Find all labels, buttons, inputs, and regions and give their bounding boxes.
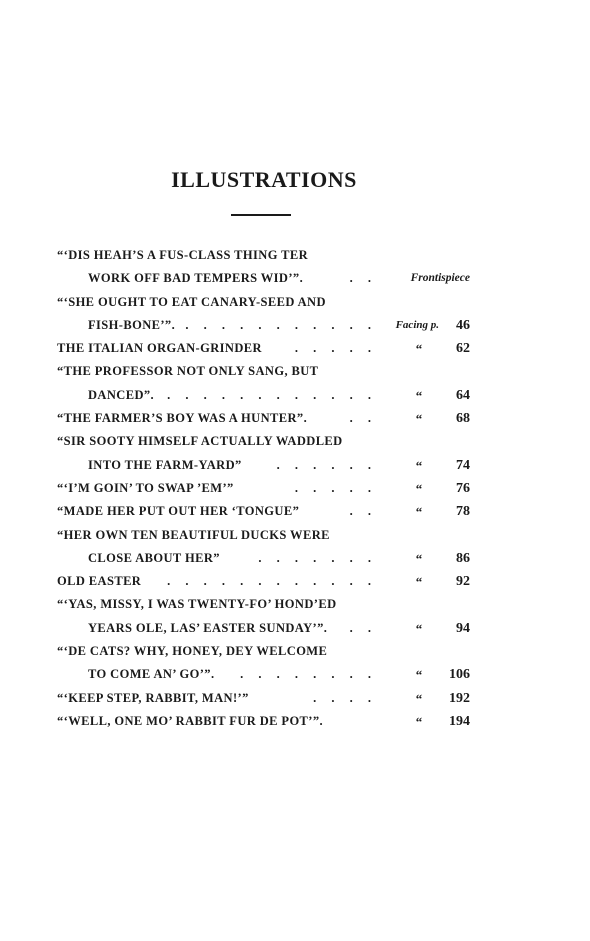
- page-number: 192: [449, 690, 470, 706]
- ditto-mark: “: [415, 341, 423, 357]
- list-item: [57, 430, 497, 453]
- page-number: 94: [456, 620, 470, 636]
- list-item: [57, 291, 497, 314]
- list-item: [57, 593, 497, 616]
- entry-caption: “‘DE CATS? WHY, HONEY, DEY WELCOME: [57, 644, 328, 659]
- frontispiece-label: Frontispiece: [410, 272, 470, 285]
- entry-caption: CLOSE ABOUT HER”: [88, 550, 220, 565]
- page-number: 64: [456, 387, 470, 403]
- ditto-mark: “: [415, 457, 423, 473]
- ditto-mark: “: [415, 504, 423, 520]
- dot-leader: . . . .: [313, 690, 377, 705]
- entry-caption: “MADE HER PUT OUT HER ‘TONGUE”: [57, 504, 300, 519]
- entry-caption: “HER OWN TEN BEAUTIFUL DUCKS WERE: [57, 527, 330, 542]
- list-item: [57, 617, 497, 640]
- dot-leader: . . . . . . . .: [240, 667, 377, 682]
- ditto-mark: “: [415, 550, 423, 566]
- dot-leader: . . . . .: [294, 341, 377, 356]
- ditto-mark: “: [415, 574, 423, 590]
- dot-leader: . . . . . . . . . . . .: [167, 387, 377, 402]
- page-number: 62: [456, 341, 470, 357]
- list-item: [57, 710, 497, 733]
- list-item: [57, 407, 497, 430]
- page-number: 76: [456, 480, 470, 496]
- ditto-mark: “: [415, 620, 423, 636]
- entry-caption: “‘YAS, MISSY, I WAS TWENTY-FO’ HOND’ED: [57, 597, 337, 612]
- dot-leader: . .: [349, 411, 377, 426]
- facing-page-label: Facing p.: [395, 318, 439, 331]
- entry-caption: OLD EASTER: [57, 574, 142, 589]
- entry-caption: TO COME AN’ GO’”.: [88, 667, 215, 682]
- entry-caption: “THE PROFESSOR NOT ONLY SANG, BUT: [57, 364, 319, 379]
- list-item: [57, 360, 497, 383]
- entry-caption: “‘SHE OUGHT TO EAT CANARY-SEED AND: [57, 294, 326, 309]
- page-number: 194: [449, 713, 470, 729]
- entry-caption: “‘I’M GOIN’ TO SWAP ’EM’”: [57, 480, 234, 495]
- page-number: 106: [449, 667, 470, 683]
- list-item: [57, 687, 497, 710]
- list-item: [57, 314, 497, 337]
- entry-caption: “SIR SOOTY HIMSELF ACTUALLY WADDLED: [57, 434, 343, 449]
- page-number: 46: [456, 317, 470, 333]
- entry-caption: “THE FARMER’S BOY WAS A HUNTER”.: [57, 411, 308, 426]
- entry-caption: “‘KEEP STEP, RABBIT, MAN!’”: [57, 690, 249, 705]
- dot-leader: . .: [349, 620, 377, 635]
- dot-leader: . . . . . . . . . . . .: [167, 574, 377, 589]
- page-number: 78: [456, 504, 470, 520]
- entry-caption: THE ITALIAN ORGAN-GRINDER: [57, 341, 262, 356]
- dot-leader: . .: [349, 504, 377, 519]
- list-item: [57, 547, 497, 570]
- list-item: [57, 454, 497, 477]
- dot-leader: . . . . .: [294, 480, 377, 495]
- list-item: [57, 337, 497, 360]
- entry-caption: YEARS OLE, LAS’ EASTER SUNDAY’”.: [88, 620, 328, 635]
- ditto-mark: “: [415, 667, 423, 683]
- list-item: [57, 267, 497, 290]
- dot-leader: . . . . . . .: [258, 550, 377, 565]
- entry-caption: DANCED”.: [88, 387, 155, 402]
- ditto-mark: “: [415, 480, 423, 496]
- title-rule: [231, 214, 291, 216]
- entry-caption: FISH-BONE’”.: [88, 317, 176, 332]
- entry-caption: “‘WELL, ONE MO’ RABBIT FUR DE POT’”.: [57, 713, 324, 728]
- list-item: [57, 244, 497, 267]
- illustrations-list: [57, 244, 497, 733]
- page-number: 68: [456, 411, 470, 427]
- page-number: 92: [456, 574, 470, 590]
- dot-leader: . . . . . . . . . . .: [185, 317, 377, 332]
- list-item: [57, 524, 497, 547]
- page-title: ILLUSTRATIONS: [171, 167, 357, 192]
- list-item: [57, 640, 497, 663]
- dot-leader: . . . . . .: [276, 457, 377, 472]
- list-item: [57, 570, 497, 593]
- entry-caption: INTO THE FARM-YARD”: [88, 457, 242, 472]
- ditto-mark: “: [415, 387, 423, 403]
- dot-leader: . .: [349, 271, 377, 286]
- list-item: [57, 384, 497, 407]
- page-number: 86: [456, 550, 470, 566]
- entry-caption: WORK OFF BAD TEMPERS WID’”.: [88, 271, 304, 286]
- list-item: [57, 500, 497, 523]
- ditto-mark: “: [415, 713, 423, 729]
- ditto-mark: “: [415, 690, 423, 706]
- page-number: 74: [456, 457, 470, 473]
- ditto-mark: “: [415, 411, 423, 427]
- list-item: [57, 477, 497, 500]
- entry-caption: “‘DIS HEAH’S A FUS-CLASS THING TER: [57, 248, 309, 262]
- list-item: [57, 663, 497, 686]
